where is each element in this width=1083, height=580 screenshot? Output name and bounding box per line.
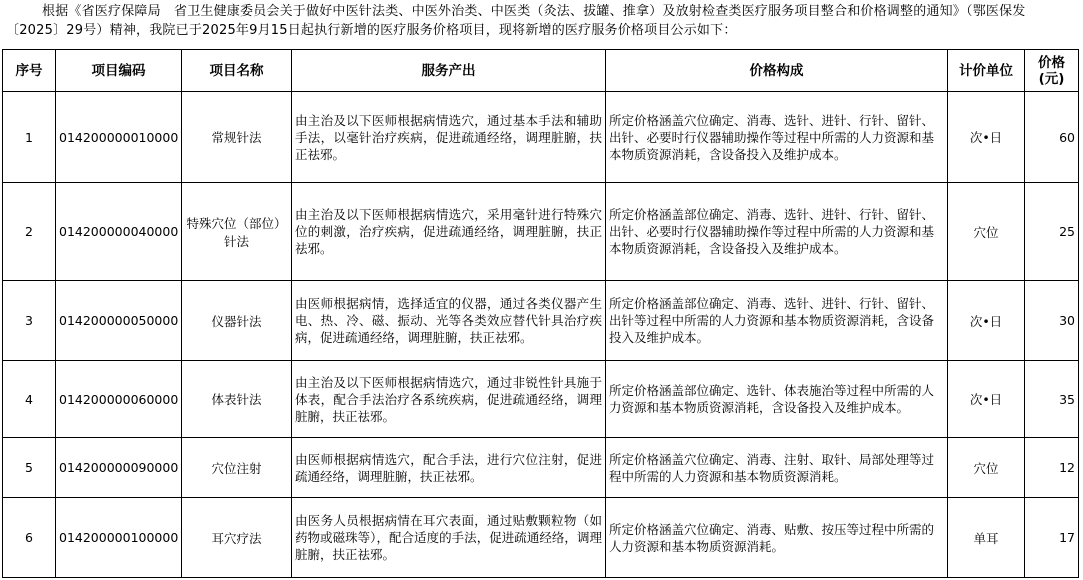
cell-unit: 次•日 xyxy=(948,361,1025,438)
cell-output: 由主治及以下医师根据病情选穴，通过基本手法和辅助手法，以毫针治疗疾病，促进疏通经络，调理脏腑，扶正祛邪。 xyxy=(292,92,606,183)
header-composition: 价格构成 xyxy=(606,50,948,92)
cell-unit: 次•日 xyxy=(948,92,1025,183)
cell-unit: 穴位 xyxy=(948,438,1025,498)
cell-price: 12 xyxy=(1025,438,1079,498)
header-price-line1: 价格 xyxy=(1038,54,1065,71)
header-price-line2: (元) xyxy=(1038,70,1065,87)
header-output: 服务产出 xyxy=(292,50,606,92)
cell-seq: 6 xyxy=(3,498,56,578)
cell-price: 17 xyxy=(1025,498,1079,578)
cell-seq: 3 xyxy=(3,281,56,361)
cell-name: 常规针法 xyxy=(182,92,292,183)
table-row xyxy=(3,438,1079,498)
cell-unit: 单耳 xyxy=(948,498,1025,578)
cell-composition: 所定价格涵盖穴位确定、消毒、注射、取针、局部处理等过程中所需的人力资源和基本物质资源消耗。 xyxy=(606,438,948,498)
cell-unit: 穴位 xyxy=(948,183,1025,281)
cell-name: 耳穴疗法 xyxy=(182,498,292,578)
cell-output: 由医师根据病情，选择适宜的仪器，通过各类仪器产生电、热、冷、磁、振动、光等各类效应替代针具治疗疾病，促进疏通经络，调理脏腑，扶正祛邪。 xyxy=(292,281,606,361)
cell-code: 014200000050000 xyxy=(56,281,182,361)
cell-name: 穴位注射 xyxy=(182,438,292,498)
cell-name: 仪器针法 xyxy=(182,281,292,361)
cell-composition: 所定价格涵盖穴位确定、消毒、贴敷、按压等过程中所需的人力资源和基本物质资源消耗。 xyxy=(606,498,948,578)
cell-seq: 2 xyxy=(3,183,56,281)
table-row xyxy=(3,361,1079,438)
cell-output: 由主治及以下医师根据病情选穴，通过非锐性针具施于体表，配合手法治疗各系统疾病，促进疏通经络，调理脏腑，扶正祛邪。 xyxy=(292,361,606,438)
cell-seq: 1 xyxy=(3,92,56,183)
cell-code: 014200000060000 xyxy=(56,361,182,438)
cell-seq: 4 xyxy=(3,361,56,438)
cell-output: 由医务人员根据病情在耳穴表面，通过贴敷颗粒物（如药物或磁珠等），配合适度的手法，促进疏通经络，调理脏腑，扶正祛邪。 xyxy=(292,498,606,578)
table-row xyxy=(3,183,1079,281)
cell-composition: 所定价格涵盖部位确定、选针、体表施治等过程中所需的人力资源和基本物质资源消耗，含设备投入及维护成本。 xyxy=(606,361,948,438)
table-row xyxy=(3,92,1079,183)
price-table xyxy=(2,49,1079,578)
cell-output: 由医师根据病情选穴，配合手法，进行穴位注射，促进疏通经络，调理脏腑，扶正祛邪。 xyxy=(292,438,606,498)
cell-price: 35 xyxy=(1025,361,1079,438)
header-price xyxy=(1025,50,1079,92)
cell-code: 014200000010000 xyxy=(56,92,182,183)
cell-unit: 次•日 xyxy=(948,281,1025,361)
cell-composition: 所定价格涵盖部位确定、消毒、选针、进针、行针、留针、出针、必要时行仪器辅助操作等过程中所需的人力资源和基本物质资源消耗，含设备投入及维护成本。 xyxy=(606,183,948,281)
cell-code: 014200000100000 xyxy=(56,498,182,578)
cell-seq: 5 xyxy=(3,438,56,498)
header-seq: 序号 xyxy=(3,50,56,92)
cell-name: 体表针法 xyxy=(182,361,292,438)
cell-composition: 所定价格涵盖穴位确定、消毒、选针、进针、行针、留针、出针、必要时行仪器辅助操作等过程中所需的人力资源和基本物质资源消耗，含设备投入及维护成本。 xyxy=(606,92,948,183)
notice-paragraph: 根据《省医疗保障局 省卫生健康委员会关于做好中医针法类、中医外治类、中医类（灸法、拔罐、推拿）及放射检查类医疗服务项目整合和价格调整的通知》（鄂医保发〔2025〕29号）精神，我院已于2025年9月15日起执行新增的医疗服务价格项目，现将新增的医疗服务价格项目公示如下： xyxy=(6,4,1026,38)
cell-output: 由主治及以下医师根据病情选穴，采用毫针进行特殊穴位的刺激，治疗疾病，促进疏通经络，调理脏腑，扶正祛邪。 xyxy=(292,183,606,281)
header-code: 项目编码 xyxy=(56,50,182,92)
cell-composition: 所定价格涵盖部位确定、消毒、选针、进针、行针、留针、出针等过程中所需的人力资源和基本物质资源消耗，含设备投入及维护成本。 xyxy=(606,281,948,361)
cell-code: 014200000040000 xyxy=(56,183,182,281)
table-row xyxy=(3,498,1079,578)
header-unit: 计价单位 xyxy=(948,50,1025,92)
cell-name: 特殊穴位（部位）针法 xyxy=(182,183,292,281)
cell-price: 30 xyxy=(1025,281,1079,361)
header-name: 项目名称 xyxy=(182,50,292,92)
table-header-row xyxy=(3,50,1079,92)
cell-code: 014200000090000 xyxy=(56,438,182,498)
table-row xyxy=(3,281,1079,361)
cell-price: 60 xyxy=(1025,92,1079,183)
cell-price: 25 xyxy=(1025,183,1079,281)
